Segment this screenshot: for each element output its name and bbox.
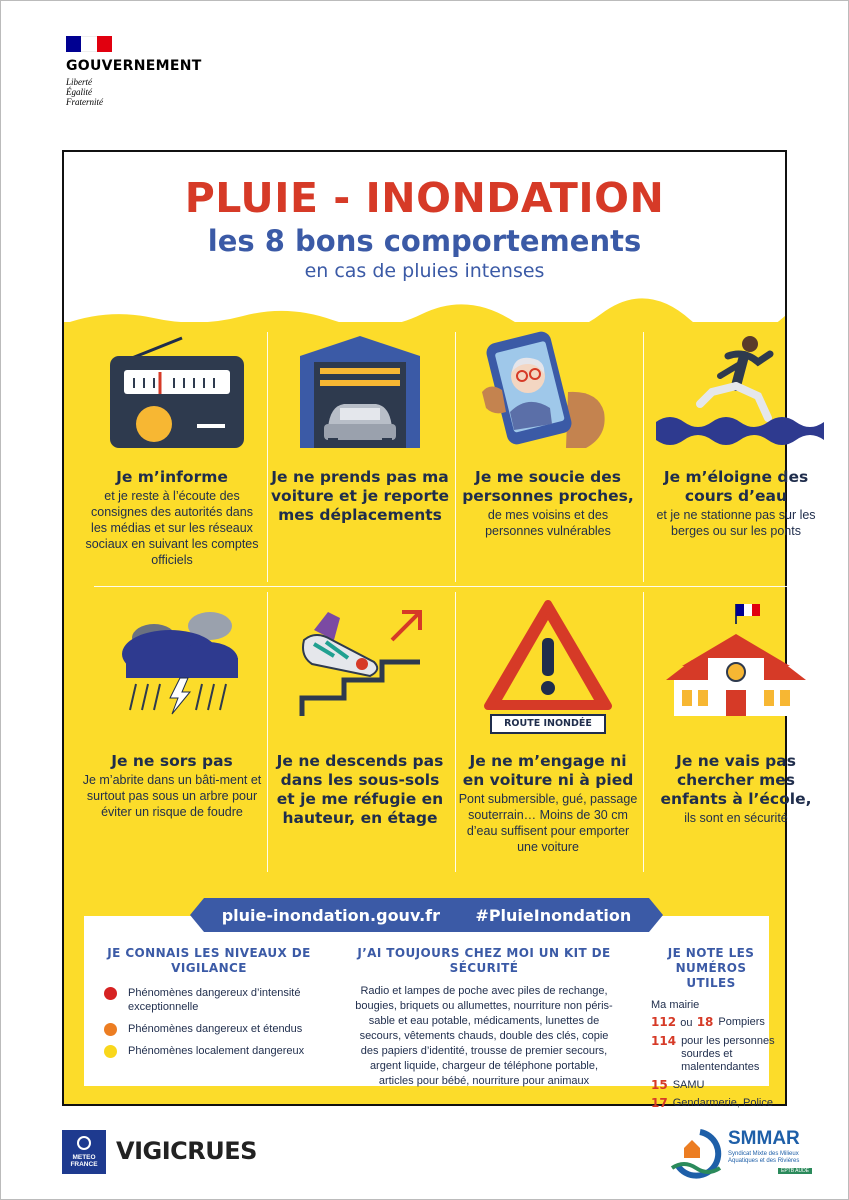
- behavior-no-school-pickup: [646, 600, 826, 826]
- behavior-text: Pont submersible, gué, passage souterrain… Moins de 30 cm d’eau suffisent pour emporter une voiture: [458, 792, 638, 854]
- running-away-from-water-icon: [646, 332, 826, 452]
- hashtag-label: #PluieInondation: [475, 905, 632, 925]
- behavior-title: Je me soucie des personnes proches,: [462, 468, 634, 505]
- grid-divider: [455, 592, 456, 872]
- smmar-emblem-icon: [670, 1128, 724, 1178]
- radio-icon: [82, 332, 262, 452]
- numbers-heading: JE NOTE LES NUMÉROS UTILES: [667, 946, 755, 990]
- smmar-name: SMMAR: [728, 1128, 800, 1149]
- storm-cloud-icon: [82, 600, 262, 720]
- meteo-france-icon: [77, 1136, 91, 1150]
- smmar-tag: EPTB AUDE: [778, 1168, 812, 1174]
- road-flooded-sign: ROUTE INONDÉE: [490, 714, 606, 734]
- vigilance-section: [94, 946, 324, 1066]
- vigilance-list: [94, 986, 324, 1058]
- behavior-title: Je ne descends pas dans les sous-sols et je me réfugie en hauteur, en étage: [276, 752, 444, 827]
- page-subtitle: les 8 bons comportements: [207, 224, 642, 258]
- meteo-france-logo: METEO FRANCE: [62, 1130, 106, 1174]
- mairie-label: Ma mairie: [651, 999, 700, 1011]
- website-ribbon: [204, 898, 649, 932]
- behavior-title: Je ne m’engage ni en voiture ni à pied: [462, 752, 634, 789]
- climbing-stairs-icon: [270, 600, 450, 720]
- grid-divider: [94, 586, 822, 587]
- grid-divider: [643, 332, 644, 582]
- page-tagline: en cas de pluies intenses: [304, 260, 545, 282]
- grid-divider: [643, 592, 644, 872]
- headline: [64, 174, 785, 282]
- list-item: Phénomènes localement dangereux: [94, 1044, 324, 1058]
- number-row: 112 ou 18 Pompiers: [651, 1015, 765, 1029]
- warning-sign-icon: [458, 600, 638, 720]
- list-item: Phénomènes dangereux et étendus: [94, 1022, 324, 1036]
- poster: [62, 150, 816, 1110]
- behavior-title: Je ne prends pas ma voiture et je reporte mes déplacements: [270, 468, 450, 524]
- behavior-care-relatives: [458, 332, 638, 539]
- behavior-text: et je reste à l’écoute des consignes des autorités dans les médias et sur les réseaux sociaux en suivant les comptes officiels: [85, 489, 259, 567]
- garage-car-icon: [270, 332, 450, 452]
- school-icon: [646, 600, 826, 720]
- page-title: PLUIE - INONDATION: [184, 174, 665, 222]
- number-row: 15 SAMU: [651, 1078, 705, 1092]
- behavior-stay-inside: [82, 600, 262, 820]
- behavior-text: et je ne stationne pas sur les berges ou sur les ponts: [656, 508, 816, 538]
- smmar-subtitle: Syndicat Mixte des Milieux Aquatiques et des Rivières: [728, 1151, 800, 1164]
- kit-section: [352, 946, 616, 1089]
- kit-text: Radio et lampes de poche avec piles de rechange, bougies, briquets ou allumettes, nourriture non péris-sable et eau potable, médicaments, lunettes de secours, vêtements chauds, double des clés, copie des papiers d’identité, trousse de premier secours, argent liquide, chargeur de téléphone portable, articles pour bébé, nourriture pour animaux: [355, 985, 613, 1087]
- grid-divider: [267, 332, 268, 582]
- behavior-text: Je m’abrite dans un bâti-ment et surtout pas sous un arbre pour éviter un risque de foudre: [82, 773, 262, 819]
- vigilance-heading: JE CONNAIS LES NIVEAUX DE VIGILANCE: [107, 946, 311, 975]
- behavior-go-upstairs: [270, 600, 450, 828]
- behavior-no-car: [270, 332, 450, 525]
- behavior-title: Je ne sors pas: [111, 752, 233, 770]
- behavior-text: de mes voisins et des personnes vulnérables: [485, 508, 611, 538]
- smmar-logo: [670, 1128, 820, 1178]
- behavior-title: Je ne vais pas chercher mes enfants à l’école,: [660, 752, 812, 808]
- behavior-text: ils sont en sécurité: [684, 811, 788, 825]
- vigicrues-logo: VIGICRUES: [116, 1137, 257, 1165]
- french-flag-icon: [66, 36, 112, 52]
- numbers-section: [651, 946, 821, 1110]
- behavior-move-away-water: [646, 332, 826, 539]
- yellow-dot-icon: [104, 1045, 117, 1058]
- phone-call-icon: [458, 332, 638, 452]
- behavior-no-driving-walking: [458, 600, 638, 855]
- government-motto: Liberté Égalité Fraternité: [66, 77, 103, 107]
- number-row: 17 Gendarmerie, Police: [651, 1096, 773, 1110]
- behavior-title: Je m’éloigne des cours d’eau: [663, 468, 809, 505]
- orange-dot-icon: [104, 1023, 117, 1036]
- behavior-title: Je m’informe: [116, 468, 228, 486]
- government-logo: [66, 36, 202, 107]
- info-box: [84, 916, 775, 1110]
- list-item: Phénomènes dangereux d’intensité exceptionnelle: [94, 986, 324, 1014]
- website-link[interactable]: pluie-inondation.gouv.fr: [221, 905, 440, 925]
- government-title: GOUVERNEMENT: [66, 58, 202, 74]
- kit-heading: J’AI TOUJOURS CHEZ MOI UN KIT DE SÉCURITÉ: [357, 946, 611, 975]
- grid-divider: [455, 332, 456, 582]
- number-row: 114 pour les personnes sourdes et malentendantes: [651, 1034, 775, 1073]
- grid-divider: [267, 592, 268, 872]
- red-dot-icon: [104, 987, 117, 1000]
- behavior-inform: [82, 332, 262, 568]
